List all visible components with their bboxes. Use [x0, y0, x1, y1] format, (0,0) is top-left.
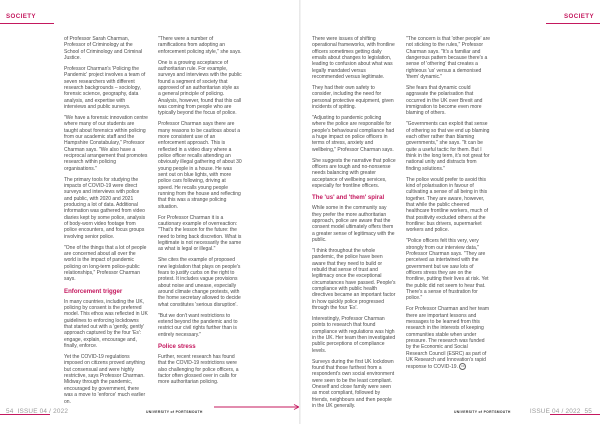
page-folio [6, 408, 68, 415]
paragraph: "We have a forensic innovation centre where many of our students are taught about forensics within policing from our academic staff and the Hampshire Constabulary," Professor Charman says. "We also have a reciprocal arrangement that promotes research within policing organisations." [64, 114, 148, 172]
paragraph: Professor Charman says there are many reasons to be cautious about a more consistent use of an enforcement approach. This is reflected in a video diary where a police officer recalls attending an obviously illegal gathering of about 30 young people in a house. He was sent out on blue lights, with more police cars following, driving at speed. He recalls young people running from the house and reflecting that this was a strange policing situation. [158, 121, 242, 210]
paragraph: There were issues of shifting operational frameworks, with frontline officers sometimes getting daily emails about changes to legislation, leading to confusion about what was legally mandated versus recommended versus legitimate. [312, 36, 395, 81]
paragraph: She cites the example of proposed new legislation that plays on people's fears to justify curbs on the right to protest. It includes vague provisions about noise and unease, especially around climate change protests, with the home secretary allowed to decide what constitutes 'serious disruption'. [158, 257, 241, 308]
paragraph: She fears that dynamic could aggravate the polarisation that occurred in the UK over Brexit and immigration to become even more blaming of others. [406, 85, 483, 117]
paragraph: "Governments can exploit that sense of othering so that we end up blaming each other rather than blaming governments," she says. "It can be quite a useful tactic for them. But I think in the long term, it's not great for national unity and distracts from finding solutions." [406, 121, 490, 172]
university-logo: UNIVERSITY of PORTSMOUTH [454, 410, 511, 414]
top-rule [546, 23, 600, 24]
paragraph: Further, recent research has found that the COVID-19 restrictions were also challenging for police officers, a factor often glossed over in calls for more authoritarian policing. [158, 354, 239, 386]
subheading: The 'us' and 'them' spiral [312, 194, 385, 202]
page-number: 55 [584, 408, 592, 415]
paragraph: of Professor Sarah Charman, Professor of Criminology at the School of Criminology and Criminal Justice. [64, 36, 143, 62]
right-page [300, 0, 600, 424]
issue-label: ISSUE 04 / 2022 [529, 408, 581, 415]
paragraph: The police would prefer to avoid this kind of polarisation in favour of cultivating a sense of all being in this together. They are aware, however, that while the public cheered healthcare frontline workers, much of that positivity excluded others at the frontline: bus drivers, supermarket workers and police. [406, 176, 488, 234]
paragraph: "Adjusting to pandemic policing where the police are responsible for people's behavioural compliance had a huge impact on police officers in terms of stress, anxiety and wellbeing," Professor Charman says. [312, 114, 395, 153]
column-2 [158, 36, 242, 390]
column-1 [64, 36, 148, 409]
paragraph: "One of the things that a lot of people are concerned about all over the world is the impact of pandemic policing on long-term police-public relationships," Professor Charman says. [64, 244, 147, 283]
paragraph: While some in the community say they prefer the more authoritarian approach, police are aware that the consent model ultimately offers them a greater sense of legitimacy with the public. [312, 205, 395, 244]
paragraph: Professor Charman's 'Policing the Pandemic' project involves a team of seven researchers with different research backgrounds – sociology, forensic science, geography, data analysis, and expertise with interviews and public surveys. [64, 65, 146, 111]
paragraph: "The concern is that 'other people' are not sticking to the rules," Professor Charman says. "It's a familiar and dangerous pattern because there's a sense of 'othering' that creates a righteous 'us' versus a demonised 'them' dynamic." [406, 36, 491, 81]
paragraph-text: For Professor Charman and her team there are important lessons and messages to be learned from this research in the interests of keeping communities stable when under pressure. The research was funded by the Economic and Social Research Council (ESRC) as part of UK Research and Innovation's rapid response to COVID-19. [406, 306, 490, 371]
paragraph: Interestingly, Professor Charman points to research that found compliance with regulations was high in the UK. Her team then investigated public perceptions of compliance levels. [312, 316, 396, 354]
paragraph: Yet the COVID-19 regulations imposed on citizens proved anything but consensual and were highly restrictive, says Professor Charman. Midway through the pandemic, encouraged by government, there was a move to 'enforce' much earlier on. [64, 354, 146, 405]
paragraph: For Professor Charman it is a cautionary example of overreaction: "That's the lesson for the future: the need to bring back discretion. What is legitimate is not necessarily the same as what is legal or illegal." [158, 214, 242, 253]
column-3 [312, 36, 396, 414]
page-folio [530, 408, 592, 415]
university-logo: UNIVERSITY of PORTSMOUTH [146, 410, 203, 414]
section-tag: SOCIETY [6, 13, 36, 20]
paragraph: "There were a number of ramifications from adopting an enforcement policing style," she says. [158, 36, 242, 55]
subheading: Enforcement trigger [64, 287, 123, 295]
top-rule [0, 23, 54, 24]
arrow-accent-icon [214, 404, 300, 410]
issue-label: ISSUE 04 / 2022 [17, 408, 69, 415]
subheading: Police stress [158, 343, 196, 351]
paragraph [406, 306, 490, 370]
paragraph: One is a growing acceptance of authoritarian rule. For example, surveys and interviews with the public found a segment of society that approved of an authoritarian style as a general principle of policing. Analysis, however, found that this call was coming from people who are typically beyond the focus of police. [158, 59, 242, 117]
paragraph: "But we don't want restrictions to extend beyond the pandemic and to restrict our civil rights further than is entirely necessary." [158, 312, 238, 338]
paragraph: She suggests the narrative that police officers are tough and no-nonsense needs balancing with greater acceptance of wellbeing services, especially for frontline officers. [312, 157, 396, 189]
section-tag: SOCIETY [564, 13, 594, 20]
cc-license-icon: cc [461, 364, 465, 369]
paragraph: "I think throughout the whole pandemic, the police have been aware that they need to build or rebuild that sense of trust and legitimacy once the exceptional circumstances have passed. People's compliance with public health directives became an important factor in how quickly police progressed through the four 'Es'. [312, 248, 396, 312]
paragraph: In many countries, including the UK, policing by consent is the preferred model. This ethos was reflected in UK guidelines to enforcing lockdowns that started out with a 'gently, gently' approach captured by the four 'Es': engage, explain, encourage and, finally, enforce. [64, 298, 148, 350]
page-number: 54 [6, 408, 14, 415]
paragraph: They had their own safety to consider, including the need for personal protective equipment, given incidents of spitting. [312, 85, 394, 111]
paragraph: "Police officers felt this very, very strongly from our interview data," Professor Charman says. "They are perceived as intertwined with the government but we saw lots of officers stress they are on the frontline, putting their lives at risk. Yet the public did not seem to hear that. There's a sense of frustration for police." [406, 238, 489, 302]
paragraph: The primary tools for studying the impacts of COVID-19 were direct surveys and interviews with police and public, with 2020 and 2021 producing a lot of data. Additional information was gathered from video diaries kept by some police, analysis of body-worn video footage from police encounters, and focus groups involving senior police. [64, 176, 146, 240]
column-4 [406, 36, 490, 375]
paragraph: Surveys during the first UK lockdown found that those furthest from a respondent's own social environment were seen to be the least compliant. Oneself and close family were seen as most compliant, followed by friends, neighbours and then people in the UK generally. [312, 358, 395, 410]
